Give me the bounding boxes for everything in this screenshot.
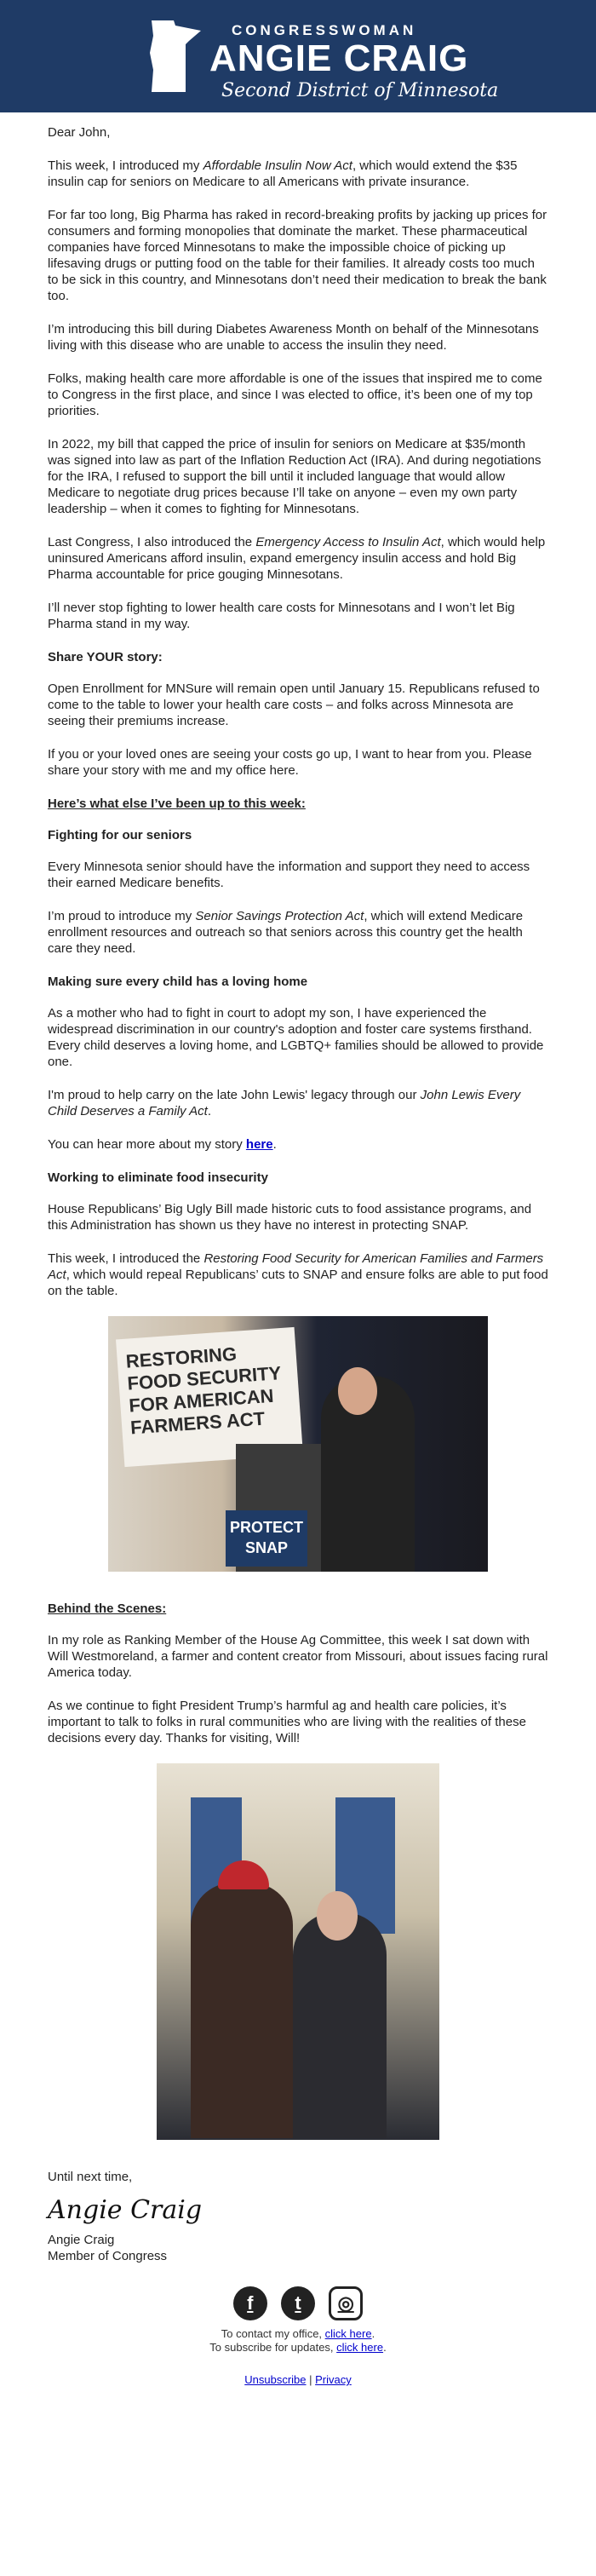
contact-line: To contact my office, click here. — [221, 2327, 375, 2340]
unsubscribe-link[interactable]: Unsubscribe — [244, 2373, 307, 2386]
email-header — [0, 0, 596, 112]
intro-paragraph-2: For far too long, Big Pharma has raked in record-breaking profits by jacking up prices for consumers and forming monopolies that dominate the market. These pharmaceutical companies have forced Minnesotans to make the impossible choice of picking up lifesaving drugs or putting food on the table for their families. It already costs too much to be sick in this country, and Minnesotans don’t need their medication to break the bank too. — [48, 208, 547, 303]
protect-snap-sign: PROTECT SNAP — [226, 1510, 307, 1567]
header-pretitle: CONGRESSWOMAN — [232, 22, 417, 38]
behind-paragraph-2: As we continue to fight President Trump’s harmful ag and health care policies, it’s important to talk to folks in rural communities who are living with the realities of these decisions every day. Thanks for visiting, Will! — [48, 1699, 526, 1745]
food-heading: Working to eliminate food insecurity — [48, 1170, 268, 1185]
story-link[interactable]: here — [245, 1137, 273, 1152]
legal-links: Unsubscribe | Privacy — [244, 2373, 352, 2386]
email-footer — [48, 2327, 548, 2404]
bill-name: Senior Savings Protection Act — [195, 909, 364, 923]
intro-paragraph-5: In 2022, my bill that capped the price of insulin for seniors on Medicare at $35/month was signed into law as part of the Inflation Reduction Act (IRA). And during negotiations for the IRA, I refused to support the bill until it included language that would allow Medicare to negotiate drug prices because I’ll take on anyone – even my own party leadership – when it comes to fighting for Minnesotans. — [48, 437, 542, 516]
instagram-icon[interactable]: ◎ — [329, 2286, 363, 2320]
email-body — [0, 112, 596, 2404]
intro-paragraph-3: I’m introducing this bill during Diabetes Awareness Month on behalf of the Minnesotans living with this disease who are unable to access the insulin they need. — [48, 322, 539, 353]
share-paragraph-1: Open Enrollment for MNSure will remain open until January 15. Republicans refused to come to the table to lower your health care costs – and folks across Minnesota are seeing their premiums increase. — [48, 681, 540, 728]
office-meeting-photo — [157, 1763, 439, 2140]
privacy-link[interactable]: Privacy — [315, 2373, 352, 2386]
header-name: ANGIE CRAIG — [209, 37, 469, 79]
signoff-name: Angie Craig — [48, 2233, 115, 2247]
share-heading: Share YOUR story: — [48, 650, 163, 664]
closing-line: Until next time, — [48, 2170, 133, 2184]
behind-paragraph-1: In my role as Ranking Member of the House Ag Committee, this week I sat down with Will Westmoreland, a farmer and content creator from Missouri, about issues facing rural America today. — [48, 1633, 548, 1680]
food-paragraph-2: This week, I introduced the Restoring Food Security for American Families and Farmers Act, which would repeal Republicans’ cuts to SNAP and ensure folks are able to put food on the table. — [48, 1251, 548, 1298]
press-conference-photo — [108, 1316, 488, 1572]
child-paragraph-2: I'm proud to help carry on the late John Lewis' legacy through our John Lewis Every Child Deserves a Family Act. — [48, 1088, 521, 1118]
seniors-paragraph-1: Every Minnesota senior should have the information and support they need to access their earned Medicare benefits. — [48, 860, 530, 890]
twitter-icon[interactable]: t — [281, 2286, 315, 2320]
subscribe-line: To subscribe for updates, click here. — [209, 2341, 387, 2354]
food-paragraph-1: House Republicans’ Big Ugly Bill made historic cuts to food assistance programs, and this Administration has shown us they have no interest in protecting SNAP. — [48, 1202, 532, 1233]
header-district: Second District of Minnesota — [221, 80, 499, 101]
subscribe-link[interactable]: click here — [336, 2341, 384, 2354]
signoff-title: Member of Congress — [48, 2249, 168, 2263]
seniors-heading: Fighting for our seniors — [48, 828, 192, 842]
salutation: Dear John, — [48, 125, 111, 140]
intro-paragraph-6: Last Congress, I also introduced the Emergency Access to Insulin Act, which would help uninsured Americans afford insulin, expand emergency insulin access and hold Big Pharma accountable for price gouging Minnesotans. — [48, 535, 546, 582]
share-paragraph-2: If you or your loved ones are seeing your costs go up, I want to hear from you. Please share your story with me and my office here. — [48, 747, 532, 778]
bill-name: John Lewis Every Child Deserves a Family Act — [48, 1088, 521, 1118]
intro-paragraph-7: I’ll never stop fighting to lower health care costs for Minnesotans and I won’t let Big Pharma stand in my way. — [48, 601, 515, 631]
intro-paragraph-4: Folks, making health care more affordable is one of the issues that inspired me to come to Congress in the first place, and since I was elected to office, it’s been one of my top priorities. — [48, 371, 542, 418]
restoring-food-security-sign: RESTORING FOOD SECURITY FOR AMERICAN FARMERS ACT — [116, 1327, 303, 1467]
contact-link[interactable]: click here — [324, 2327, 372, 2340]
congresswoman-head — [317, 1891, 358, 1941]
facebook-icon[interactable]: f — [233, 2286, 267, 2320]
bill-name: Affordable Insulin Now Act — [203, 158, 352, 173]
guest-figure — [191, 1883, 293, 2138]
week-heading: Here’s what else I’ve been up to this week: — [48, 796, 306, 811]
bill-name: Restoring Food Security for American Families and Farmers Act — [48, 1251, 544, 1282]
speaker-head — [338, 1367, 377, 1415]
child-paragraph-3: You can hear more about my story here. — [48, 1137, 277, 1152]
seniors-paragraph-2: I’m proud to introduce my Senior Savings Protection Act, which will extend Medicare enrollment resources and outreach so that seniors across this country get the health care they need. — [48, 909, 524, 956]
intro-paragraph-1: This week, I introduced my Affordable Insulin Now Act, which would extend the $35 insulin cap for seniors on Medicare to all Americans with private insurance. — [48, 158, 518, 189]
social-links — [48, 2286, 548, 2320]
child-heading: Making sure every child has a loving home — [48, 975, 308, 989]
minnesota-state-icon — [148, 19, 203, 95]
child-paragraph-1: As a mother who had to fight in court to adopt my son, I have experienced the widespread discrimination in our country's adoption and foster care systems firsthand. Every child deserves a loving home, and LGBTQ+ families should be allowed to provide one. — [48, 1006, 544, 1069]
congresswoman-figure — [293, 1912, 387, 2138]
bill-name: Emergency Access to Insulin Act — [255, 535, 441, 549]
behind-heading: Behind the Scenes: — [48, 1601, 167, 1616]
signature: Angie Craig — [48, 2195, 203, 2225]
